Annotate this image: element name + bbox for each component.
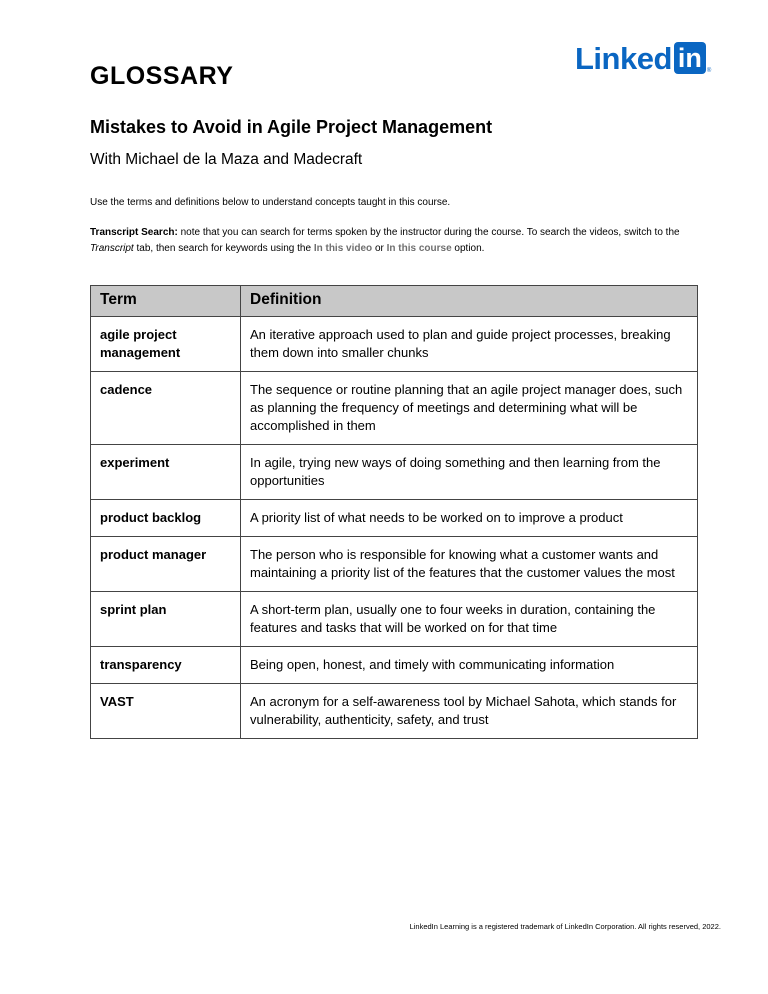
table-row	[91, 317, 698, 372]
definition-cell: A short-term plan, usually one to four weeks in duration, containing the features and tasks that will be worked on for that time	[241, 592, 698, 647]
table-row	[91, 500, 698, 537]
table-row	[91, 647, 698, 684]
table-row	[91, 445, 698, 500]
linkedin-logo	[575, 42, 711, 76]
definition-cell: The person who is responsible for knowing what a customer wants and maintaining a priority list of the features that the customer values the most	[241, 537, 698, 592]
term-cell: product manager	[91, 537, 241, 592]
term-cell: experiment	[91, 445, 241, 500]
header-definition: Definition	[241, 286, 698, 317]
table-row	[91, 684, 698, 739]
header-term: Term	[91, 286, 241, 317]
definition-cell: An iterative approach used to plan and guide project processes, breaking them down into smaller chunks	[241, 317, 698, 372]
page-title: GLOSSARY	[90, 62, 234, 90]
term-cell: sprint plan	[91, 592, 241, 647]
term-cell: agile project management	[91, 317, 241, 372]
term-cell: cadence	[91, 372, 241, 445]
definition-cell: In agile, trying new ways of doing something and then learning from the opportunities	[241, 445, 698, 500]
note-text-3: or	[372, 243, 387, 254]
logo-wordmark: Linked	[575, 41, 672, 76]
course-author: With Michael de la Maza and Madecraft	[90, 151, 363, 168]
term-cell: transparency	[91, 647, 241, 684]
definition-cell: An acronym for a self-awareness tool by Michael Sahota, which stands for vulnerability, authenticity, safety, and trust	[241, 684, 698, 739]
note-keyword-video: In this video	[313, 243, 373, 254]
table-row	[91, 372, 698, 445]
logo-registered-mark: ®	[706, 68, 712, 74]
note-text-4: option.	[451, 243, 485, 254]
course-title: Mistakes to Avoid in Agile Project Management	[90, 117, 493, 137]
footer-trademark: LinkedIn Learning is a registered trademark of LinkedIn Corporation. All rights reserved, 2022.	[409, 922, 721, 931]
term-cell: VAST	[91, 684, 241, 739]
term-cell: product backlog	[91, 500, 241, 537]
note-transcript: Transcript	[90, 243, 134, 254]
note-text-1: note that you can search for terms spoken by the instructor during the course. To search the videos, switch to the	[177, 227, 680, 238]
table-row	[91, 592, 698, 647]
glossary-table	[90, 285, 698, 739]
table-row	[91, 537, 698, 592]
note-keyword-course: In this course	[386, 243, 452, 254]
note-text-2: tab, then search for keywords using the	[133, 243, 314, 254]
note-label: Transcript Search:	[90, 227, 178, 238]
intro-text: Use the terms and definitions below to understand concepts taught in this course.	[90, 197, 451, 208]
table-header-row	[91, 286, 698, 317]
definition-cell: Being open, honest, and timely with communicating information	[241, 647, 698, 684]
definition-cell: A priority list of what needs to be worked on to improve a product	[241, 500, 698, 537]
transcript-search-note	[90, 225, 710, 257]
logo-in-box: in	[674, 42, 706, 74]
definition-cell: The sequence or routine planning that an agile project manager does, such as planning the frequency of meetings and determining what will be accomplished in them	[241, 372, 698, 445]
